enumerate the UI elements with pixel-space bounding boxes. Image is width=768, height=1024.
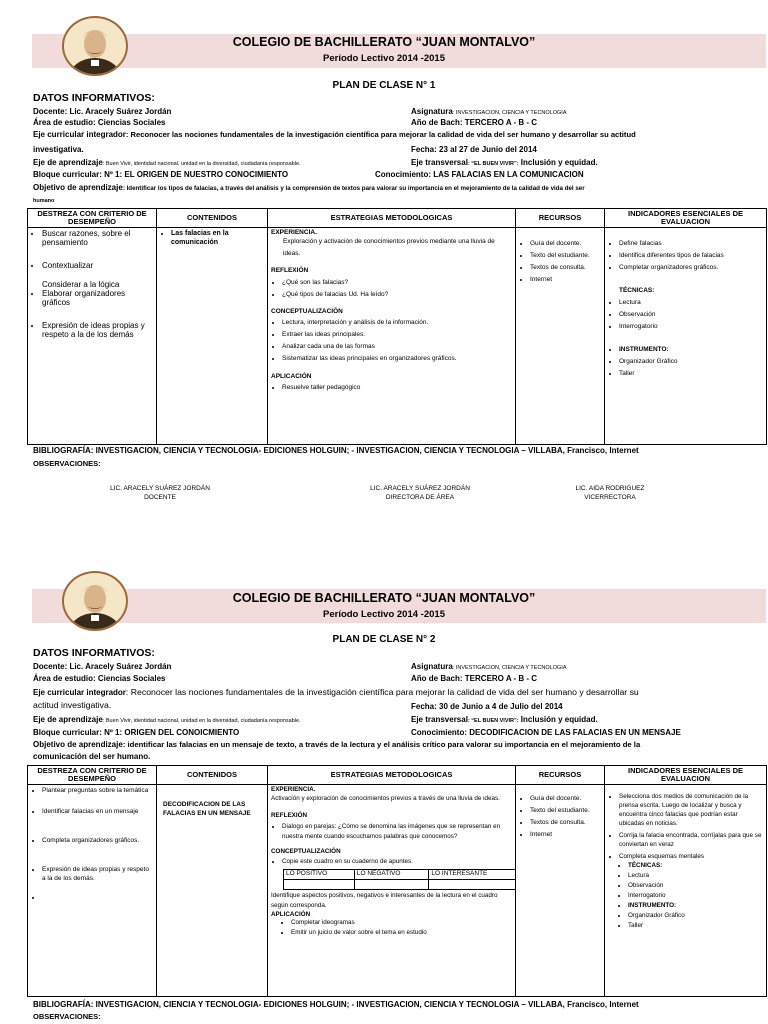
signature-directora: LIC. ARACELY SUÁREZ JORDÁN DIRECTORA DE ÁREA	[370, 485, 470, 501]
area-line: Área de estudio: Ciencias Sociales	[33, 118, 166, 127]
contenidos-cell: DECODIFICACION DE LAS FALACIAS EN UN MENSAJE	[157, 785, 268, 997]
positivo-negativo-table: LO POSITIVO LO NEGATIVO LO INTERESANTE	[283, 869, 516, 890]
col-indicadores: INDICADORES ESENCIALES DE EVALUACION	[605, 209, 767, 228]
eje-line: Eje curricular integrador: Reconocer las nociones fundamentales de la investigación científica para mejorar la calidad de vida del ser humano y desarrollar su	[33, 687, 639, 697]
eje-cont: actitud investigativa.	[33, 700, 112, 710]
estrategias-cell: EXPERIENCIA. Exploración y activación de conocimientos previos mediante una lluvia de ideas. REFLEXIÓN • ¿Qué son las falacias? • ¿Qué tipos de falacias Ud. Ha leído? CONCEPTUALIZACIÓN • Lectura, interpretación y análisis de la información. • Extraer las ideas principales. • Analizar cada una de las formas • Sistematizar las ideas principales en organizadores gráficos. APLICACIÓN • Resuelve taller pedagógico	[268, 228, 516, 445]
school-name: COLEGIO DE BACHILLERATO “JUAN MONTALVO”	[232, 591, 536, 605]
asignatura-line: Asignatura: INVESTIGACION, CIENCIA Y TECNOLOGIA	[411, 107, 567, 116]
period: Período Lectivo 2014 -2015	[323, 609, 445, 620]
plan-title: PLAN DE CLASE N° 1	[332, 80, 436, 91]
transv-line: Eje transversal: “EL BUEN VIVIR”: Inclusión y equidad.	[411, 158, 598, 167]
indicadores-cell: • Selecciona dos medios de comunicación de la prensa escrita. Luego de localizar y busca y encuentra cinco falacias que podrían estar ubicadas en noticias. • Corrija la falacia encontrada, corríjalas para que se conviertan en veraz • Completa esquemas mentales • TÉCNICAS: • Lectura • Observación • Interrogatorio • INSTRUMENTO: • Organizador Gráfico • Taller	[605, 785, 767, 997]
objetivo-line: Objetivo de aprendizaje: Identificar los tipos de falacias, a través del análisis y la comprensión de textos para valorar su importancia en el mejoramiento de la calidad de vida del ser	[33, 183, 585, 192]
plan-title: PLAN DE CLASE N° 2	[332, 634, 436, 645]
col-contenidos: CONTENIDOS	[157, 766, 268, 785]
col-recursos: RECURSOS	[516, 209, 605, 228]
asignatura-line: Asignatura: INVESTIGACION, CIENCIA Y TECNOLOGIA	[411, 662, 567, 671]
datos-label: DATOS INFORMATIVOS:	[33, 92, 155, 104]
col-estrategias: ESTRATEGIAS METODOLOGICAS	[268, 766, 516, 785]
bloque-line: Bloque curricular: Nº 1: EL ORIGEN DE NUESTRO CONOCIMIENTO	[33, 170, 289, 179]
destrezas-cell: • Buscar razones, sobre el pensamiento • Contextualizar Considerar a la lógica • Elaborar organizadores gráficos • Expresión de ideas propias y respeto a la de los demás	[28, 228, 157, 445]
conoc-line: Conocimiento: DECODIFICACION DE LAS FALACIAS EN UN MENSAJE	[411, 728, 681, 737]
aprend-line: Eje de aprendizaje: Buen Vivir, identidad nacional, unidad en la diversidad, ciudadanía responsable.	[33, 715, 301, 724]
period: Período Lectivo 2014 -2015	[323, 53, 445, 64]
eje-line: Eje curricular integrador: Reconocer las nociones fundamentales de la investigación científica para mejorar la calidad de vida del ser humano y desarrollar su actitud	[33, 130, 636, 139]
recursos-cell: • Guía del docente. • Texto del estudiante. • Textos de consulta. • Internet	[516, 228, 605, 445]
bloque-line: Bloque curricular: Nº 1: ORIGEN DEL CONOICMIENTO	[33, 728, 240, 737]
fecha-line: Fecha: 23 al 27 de Junio del 2014	[411, 145, 537, 154]
col-destreza: DESTREZA CON CRITERIO DE DESEMPEÑO	[28, 766, 157, 785]
plan-table	[27, 765, 767, 997]
signature-vicerrectora: LIC. AIDA RODRIGUEZ VICERRECTORA	[575, 485, 645, 501]
objetivo-line: Objetivo de aprendizaje: identificar las falacias en un mensaje de texto, a través de la lectura y el análisis crítico para valorar su importancia en el mejoramiento de la	[33, 740, 641, 749]
conoc-line: Conocimiento: LAS FALACIAS EN LA COMUNICACION	[375, 170, 584, 179]
observaciones: OBSERVACIONES:	[33, 1012, 101, 1021]
signature-docente: LIC. ARACELY SUÁREZ JORDÁN DOCENTE	[110, 485, 210, 501]
col-estrategias: ESTRATEGIAS METODOLOGICAS	[268, 209, 516, 228]
docente-line: Docente: Lic. Aracely Suárez Jordán	[33, 662, 172, 671]
contenidos-cell: • Las falacias en la comunicación	[157, 228, 268, 445]
col-contenidos: CONTENIDOS	[157, 209, 268, 228]
datos-label: DATOS INFORMATIVOS:	[33, 647, 155, 659]
transv-line: Eje transversal: “EL BUEN VIVIR”: Inclusión y equidad.	[411, 715, 598, 724]
aprend-line: Eje de aprendizaje: Buen Vivir, identidad nacional, unidad en la diversidad, ciudadanía responsable.	[33, 158, 301, 167]
bibliografia: BIBLIOGRAFÍA: INVESTIGACION, CIENCIA Y TECNOLOGIA- EDICIONES HOLGUIN; - INVESTIGACION, CIENCIA Y TECNOLOGIA – VILLABA, Francisco, Internet	[33, 1000, 639, 1009]
col-destreza: DESTREZA CON CRITERIO DE DESEMPEÑO	[28, 209, 157, 228]
eje-cont: investigativa.	[33, 145, 84, 154]
area-line: Área de estudio: Ciencias Sociales	[33, 674, 166, 683]
objetivo-cont: humano	[33, 198, 55, 204]
destrezas-cell: • Plantear preguntas sobre la temática • Identificar falacias en un mensaje • Completa organizadores gráficos. • Expresión de ideas propias y respeto a la de los demás. •	[28, 785, 157, 997]
bibliografia: BIBLIOGRAFÍA: INVESTIGACION, CIENCIA Y TECNOLOGIA- EDICIONES HOLGUIN; - INVESTIGACION, CIENCIA Y TECNOLOGIA – VILLABA, Francisco, Internet	[33, 446, 639, 455]
docente-line: Docente: Lic. Aracely Suárez Jordán	[33, 107, 172, 116]
indicadores-cell: • Define falacias • Identifica diferentes tipos de falacias • Completar organizadores gráficos. TÉCNICAS: • Lectura • Observación • Interrogatorio • INSTRUMENTO: • Organizador Gráfico • Taller	[605, 228, 767, 445]
objetivo-cont: comunicación del ser humano.	[33, 752, 151, 761]
observaciones: OBSERVACIONES:	[33, 459, 101, 468]
estrategias-cell: EXPERIENCIA. Activación y exploración de conocimientos previos a través de una lluvia de ideas. REFLEXIÓN • Dialogo en parejas: ¿Cómo se denomina las imágenes que se representan en nuestra mente cuando escuchamos palabras que conocemos? CONCEPTUALIZACIÓN • Copie este cuadro en su cuaderno de apuntes. LO POSITIVO LO NEGATIVO LO INTERESANTE Identifique aspectos positivos, negativos e interesantes de la lectura en el cuadro según corresponda. APLICACIÓN • Completar ideogramas • Emitir un juicio de valor sobre el tema en estudio	[268, 785, 516, 997]
col-indicadores: INDICADORES ESENCIALES DE EVALUACION	[605, 766, 767, 785]
col-recursos: RECURSOS	[516, 766, 605, 785]
recursos-cell: • Guía del docente. • Texto del estudiante. • Textos de consulta. • Internet	[516, 785, 605, 997]
school-name: COLEGIO DE BACHILLERATO “JUAN MONTALVO”	[232, 35, 536, 49]
anio-line: Año de Bach: TERCERO A - B - C	[411, 118, 538, 127]
anio-line: Año de Bach: TERCERO A - B - C	[411, 674, 538, 683]
plan-table	[27, 208, 767, 445]
fecha-line: Fecha: 30 de Junio a 4 de Julio del 2014	[411, 702, 563, 711]
